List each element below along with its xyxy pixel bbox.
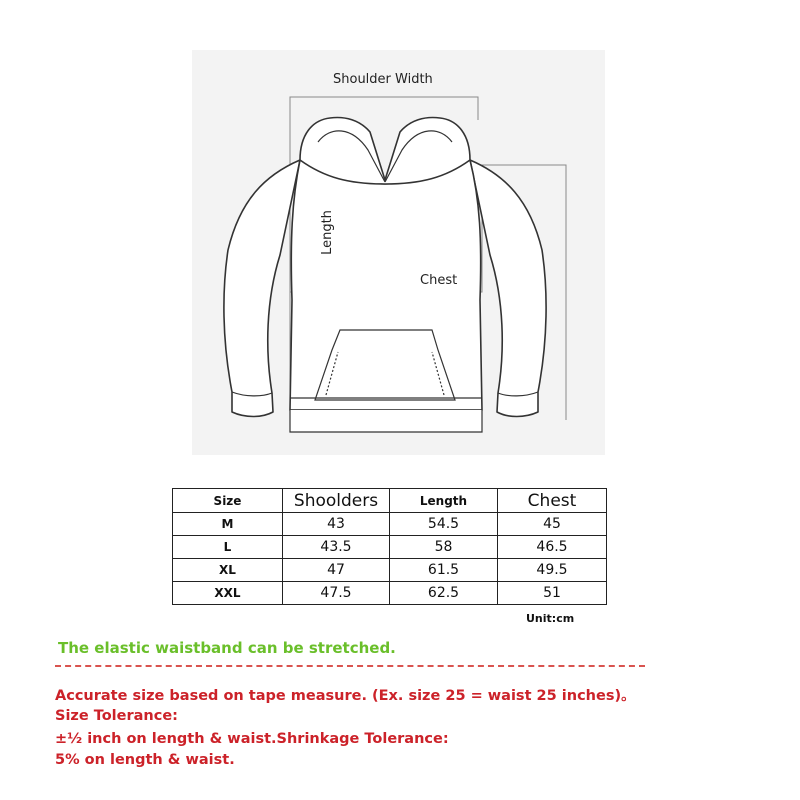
header-size: Size (173, 489, 283, 513)
table-row (173, 559, 607, 582)
cell-shoulders: 47.5 (283, 582, 390, 605)
cell-size: XXL (173, 582, 283, 605)
table-row (173, 513, 607, 536)
cell-size: L (173, 536, 283, 559)
elastic-note: The elastic waistband can be stretched. (58, 639, 396, 657)
table-header-row (173, 489, 607, 513)
unit-note: Unit:cm (526, 612, 575, 625)
header-chest: Chest (498, 489, 607, 513)
cell-size: M (173, 513, 283, 536)
shoulder-width-label: Shoulder Width (333, 72, 433, 87)
cell-chest: 51 (498, 582, 607, 605)
cell-shoulders: 47 (283, 559, 390, 582)
table-row (173, 582, 607, 605)
cell-chest: 49.5 (498, 559, 607, 582)
cell-chest: 46.5 (498, 536, 607, 559)
cell-shoulders: 43.5 (283, 536, 390, 559)
chest-label: Chest (420, 273, 458, 288)
cell-length: 61.5 (390, 559, 498, 582)
size-chart-table (172, 488, 607, 605)
header-shoulders: Shoolders (283, 489, 390, 513)
cell-length: 58 (390, 536, 498, 559)
table-row (173, 536, 607, 559)
size-tolerance-title: Size Tolerance: (55, 708, 178, 724)
cell-length: 62.5 (390, 582, 498, 605)
cell-length: 54.5 (390, 513, 498, 536)
dashed-divider (55, 665, 645, 667)
cell-chest: 45 (498, 513, 607, 536)
tolerance-note: ±½ inch on length & waist.Shrinkage Tolerance: (55, 731, 449, 747)
shrinkage-note: 5% on length & waist. (55, 752, 235, 768)
cell-shoulders: 43 (283, 513, 390, 536)
length-label: Length (319, 210, 335, 255)
accurate-size-note: Accurate size based on tape measure. (Ex. size 25 = waist 25 inches)。 (55, 688, 636, 704)
header-length: Length (390, 489, 498, 513)
cell-size: XL (173, 559, 283, 582)
